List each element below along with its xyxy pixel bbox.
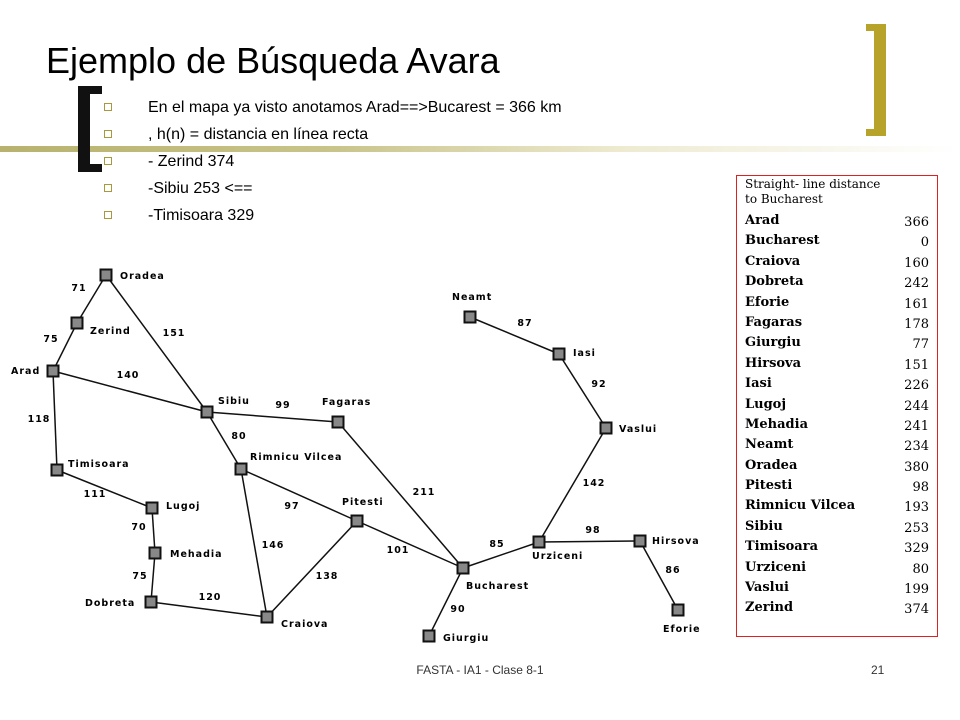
table-distance-value: 226	[904, 378, 929, 394]
table-heading-line-1: Straight- line distance	[745, 177, 881, 191]
bullet-item	[104, 121, 562, 148]
city-label-timisoara: Timisoara	[68, 459, 130, 470]
table-row	[745, 312, 929, 332]
city-node-timisoara	[52, 465, 63, 476]
table-city-name: Bucharest	[745, 233, 820, 249]
city-label-giurgiu: Giurgiu	[443, 633, 490, 644]
slide-footer: FASTA - IA1 - Clase 8-1	[416, 663, 544, 677]
table-row	[745, 434, 929, 454]
bullet-text: -Sibiu 253 <==	[148, 180, 253, 197]
city-label-eforie: Eforie	[663, 624, 701, 635]
city-label-iasi: Iasi	[573, 348, 596, 359]
bullet-item	[104, 148, 562, 175]
table-city-name: Neamt	[745, 437, 794, 453]
table-distance-value: 161	[904, 296, 929, 312]
distance-label-timisoara-lugoj: 111	[83, 489, 107, 500]
table-row	[745, 557, 929, 577]
distance-label-urziceni-vaslui: 142	[582, 478, 606, 489]
table-row	[745, 394, 929, 414]
table-city-name: Hirsova	[745, 355, 802, 371]
table-city-name: Lugoj	[745, 396, 787, 412]
distance-label-oradea-sibiu: 151	[162, 328, 186, 339]
table-city-name: Vaslui	[745, 580, 789, 596]
distance-label-lugoj-mehadia: 70	[131, 522, 147, 533]
straight-line-distance-table	[736, 175, 938, 637]
page-number: 21	[871, 663, 885, 677]
distance-label-iasi-neamt: 87	[517, 318, 533, 329]
city-node-eforie	[673, 605, 684, 616]
city-label-rimnicu-vilcea: Rimnicu Vilcea	[250, 452, 343, 463]
table-row	[745, 414, 929, 434]
table-city-name: Timisoara	[745, 539, 818, 555]
distance-label-arad-sibiu: 140	[116, 370, 140, 381]
distance-label-sibiu-rimnicu-vilcea: 80	[231, 431, 247, 442]
bullet-list	[104, 94, 562, 229]
distance-label-sibiu-fagaras: 99	[275, 400, 291, 411]
distance-label-arad-timisoara: 118	[27, 414, 51, 425]
road-rimnicu-vilcea-pitesti	[241, 469, 357, 521]
table-distance-value: 98	[912, 480, 929, 496]
table-heading	[745, 177, 880, 207]
bullet-text: -Timisoara 329	[148, 207, 255, 224]
city-label-pitesti: Pitesti	[342, 497, 384, 508]
road-iasi-neamt	[470, 317, 559, 354]
table-city-name: Giurgiu	[745, 335, 801, 351]
table-distance-value: 253	[904, 520, 929, 536]
table-row	[745, 455, 929, 475]
city-node-pitesti	[352, 516, 363, 527]
table-distance-value: 234	[904, 439, 929, 455]
city-label-sibiu: Sibiu	[218, 396, 250, 407]
decorative-right-bracket	[866, 24, 886, 136]
distance-label-hirsova-eforie: 86	[665, 565, 681, 576]
bullet-text: - Zerind 374	[148, 153, 235, 170]
table-city-name: Fagaras	[745, 314, 803, 330]
distance-label-oradea-zerind: 71	[71, 283, 87, 294]
table-city-name: Sibiu	[745, 518, 783, 534]
table-city-name: Oradea	[745, 457, 798, 473]
city-label-mehadia: Mehadia	[170, 549, 223, 560]
table-row	[745, 373, 929, 393]
road-dobreta-craiova	[151, 602, 267, 617]
table-distance-value: 374	[904, 602, 929, 618]
city-label-hirsova: Hirsova	[652, 536, 700, 547]
table-distance-value: 160	[904, 255, 929, 271]
distance-label-craiova-pitesti: 138	[315, 571, 339, 582]
table-distance-value: 77	[912, 337, 929, 353]
table-distance-value: 178	[904, 316, 929, 332]
road-oradea-sibiu	[106, 275, 207, 412]
square-bullet-icon	[104, 103, 112, 111]
city-node-urziceni	[534, 537, 545, 548]
square-bullet-icon	[104, 130, 112, 138]
table-row	[745, 597, 929, 617]
table-row	[745, 353, 929, 373]
table-city-name: Zerind	[745, 600, 794, 616]
bullet-item	[104, 94, 562, 121]
distance-label-dobreta-craiova: 120	[198, 592, 222, 603]
table-distance-value: 244	[904, 398, 929, 414]
city-label-bucharest: Bucharest	[466, 581, 530, 592]
distance-label-pitesti-bucharest: 101	[386, 545, 410, 556]
city-label-fagaras: Fagaras	[322, 397, 372, 408]
decorative-left-bracket	[78, 86, 102, 172]
table-row	[745, 536, 929, 556]
distance-label-zerind-arad: 75	[43, 334, 59, 345]
road-pitesti-bucharest	[357, 521, 463, 568]
city-node-fagaras	[333, 417, 344, 428]
city-node-giurgiu	[424, 631, 435, 642]
distance-label-bucharest-urziceni: 85	[489, 539, 505, 550]
bullet-item	[104, 175, 562, 202]
road-lugoj-mehadia	[152, 508, 155, 553]
table-city-name: Pitesti	[745, 478, 793, 494]
city-node-sibiu	[202, 407, 213, 418]
table-city-name: Urziceni	[745, 559, 807, 575]
table-row	[745, 210, 929, 230]
city-label-vaslui: Vaslui	[619, 424, 658, 435]
table-city-name: Craiova	[745, 253, 801, 269]
city-node-zerind	[72, 318, 83, 329]
city-node-dobreta	[146, 597, 157, 608]
city-node-arad	[48, 366, 59, 377]
city-node-mehadia	[150, 548, 161, 559]
city-node-hirsova	[635, 536, 646, 547]
table-distance-value: 199	[904, 582, 929, 598]
table-heading-line-2: to Bucharest	[745, 192, 823, 206]
square-bullet-icon	[104, 157, 112, 165]
romania-road-map	[0, 250, 730, 650]
table-row	[745, 332, 929, 352]
city-label-oradea: Oradea	[120, 271, 165, 282]
city-label-lugoj: Lugoj	[166, 501, 201, 512]
city-label-arad: Arad	[11, 366, 41, 377]
city-node-rimnicu-vilcea	[236, 464, 247, 475]
table-row	[745, 251, 929, 271]
table-row	[745, 271, 929, 291]
distance-label-mehadia-dobreta: 75	[132, 571, 148, 582]
table-row	[745, 577, 929, 597]
distance-label-fagaras-bucharest: 211	[412, 487, 436, 498]
city-node-neamt	[465, 312, 476, 323]
table-city-name: Arad	[745, 213, 780, 228]
road-sibiu-fagaras	[207, 412, 338, 422]
road-urziceni-hirsova	[539, 541, 640, 542]
table-distance-value: 366	[904, 215, 929, 230]
table-row	[745, 495, 929, 515]
table-city-name: Mehadia	[745, 416, 808, 432]
table-rows	[745, 210, 929, 618]
table-distance-value: 241	[904, 418, 929, 434]
distance-label-bucharest-giurgiu: 90	[450, 604, 466, 615]
city-node-oradea	[101, 270, 112, 281]
slide-title: Ejemplo de Búsqueda Avara	[46, 40, 500, 81]
distance-label-rimnicu-vilcea-pitesti: 97	[284, 501, 300, 512]
table-distance-value: 0	[920, 235, 929, 251]
city-node-lugoj	[147, 503, 158, 514]
city-label-zerind: Zerind	[90, 326, 131, 337]
table-city-name: Dobreta	[745, 274, 804, 290]
road-vaslui-iasi	[559, 354, 606, 428]
city-label-urziceni: Urziceni	[532, 551, 584, 562]
table-city-name: Eforie	[745, 294, 790, 310]
distance-label-vaslui-iasi: 92	[591, 379, 607, 390]
table-row	[745, 516, 929, 536]
square-bullet-icon	[104, 184, 112, 192]
table-distance-value: 80	[912, 561, 929, 577]
road-bucharest-giurgiu	[429, 568, 466, 636]
city-node-iasi	[554, 349, 565, 360]
road-arad-timisoara	[53, 371, 57, 470]
city-label-dobreta: Dobreta	[85, 598, 136, 609]
city-node-vaslui	[601, 423, 612, 434]
road-zerind-arad	[53, 323, 77, 371]
bullet-text: En el mapa ya visto anotamos Arad==>Bucarest = 366 km	[148, 99, 562, 116]
table-distance-value: 242	[904, 276, 929, 292]
table-row	[745, 475, 929, 495]
bullet-item	[104, 202, 562, 229]
square-bullet-icon	[104, 211, 112, 219]
table-distance-value: 380	[904, 459, 929, 475]
table-distance-value: 193	[904, 500, 929, 516]
table-distance-value: 329	[904, 541, 929, 557]
table-row	[745, 292, 929, 312]
distance-label-urziceni-hirsova: 98	[585, 525, 601, 536]
bullet-text: , h(n) = distancia en línea recta	[148, 126, 369, 143]
table-city-name: Iasi	[745, 376, 772, 392]
city-label-craiova: Craiova	[281, 619, 329, 630]
table-city-name: Rimnicu Vilcea	[745, 498, 856, 514]
road-mehadia-dobreta	[151, 553, 155, 602]
road-craiova-pitesti	[267, 521, 357, 617]
table-distance-value: 151	[904, 357, 929, 373]
city-node-craiova	[262, 612, 273, 623]
city-node-bucharest	[458, 563, 469, 574]
distance-label-rimnicu-vilcea-craiova: 146	[261, 540, 285, 551]
city-label-neamt: Neamt	[452, 292, 493, 303]
table-row	[745, 230, 929, 250]
